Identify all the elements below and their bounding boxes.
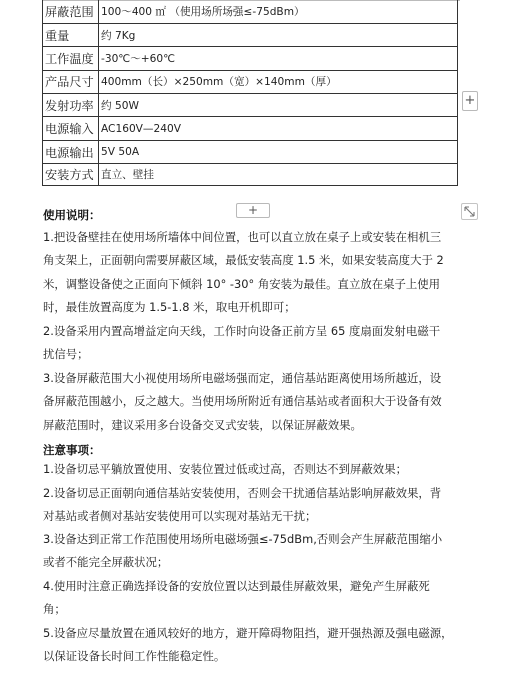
- usage-paragraph-3: [43, 367, 463, 437]
- spec-label: 发射功率: [43, 94, 99, 117]
- paragraph-line: 2.设备切忌正面朝向通信基站安装使用，否则会干扰通信基站影响屏蔽效果，背: [43, 486, 442, 500]
- plus-icon: +: [464, 93, 476, 108]
- paragraph-line: 米，调整设备使之正面向下倾斜 10° -30° 角安装为最佳。直立放在桌子上使用: [43, 276, 441, 291]
- spec-label: 电源输入: [43, 117, 99, 140]
- notes-paragraph-4: [43, 575, 463, 622]
- usage-heading: 使用说明：: [43, 208, 101, 222]
- paragraph-line: 1.设备切忌平躺放置使用、安装位置过低或过高，否则达不到屏蔽效果；: [43, 462, 407, 476]
- usage-paragraph-2: [43, 320, 463, 367]
- spec-value: 400mm（长）×250mm（宽）×140mm（厚）: [99, 70, 458, 93]
- paragraph-line: 1.把设备壁挂在使用场所墙体中间位置，也可以直立放在桌子上或安装在相机三: [43, 230, 442, 244]
- paragraph-line: 扰信号；: [43, 347, 89, 362]
- paragraph-line: 或者不能完全屏蔽状况；: [43, 555, 169, 570]
- spec-value: 5V 50A: [99, 140, 458, 163]
- spec-table: [42, 0, 458, 186]
- spec-label: 屏蔽范围: [43, 0, 99, 23]
- spec-label: 安装方式: [43, 164, 99, 186]
- spec-table-body: [43, 0, 458, 186]
- notes-heading: 注意事项：: [43, 443, 101, 457]
- paragraph-line: 屏蔽范围时，建议采用多台设备交叉式安装，以保证屏蔽效果。: [43, 417, 362, 432]
- add-row-button[interactable]: [462, 91, 478, 111]
- table-row: [43, 23, 458, 46]
- add-column-button[interactable]: [236, 203, 270, 218]
- table-row: [43, 164, 458, 186]
- spec-value: -30℃～+60℃: [99, 47, 458, 70]
- table-row: [43, 0, 458, 23]
- table-row: [43, 47, 458, 70]
- spec-label: 产品尺寸: [43, 70, 99, 93]
- spec-label: 重量: [43, 23, 99, 46]
- paragraph-line: 4.使用时注意正确选择设备的安放位置以达到最佳屏蔽效果，避免产生屏蔽死: [43, 579, 430, 593]
- notes-paragraph-5: [43, 622, 463, 669]
- paragraph-line: 3.设备达到正常工作范围使用场所电磁场强≤-75dBm,否则会产生屏蔽范围缩小: [43, 532, 443, 546]
- spec-value: 100～400 ㎡ （使用场所场强≤-75dBm）: [99, 0, 458, 23]
- paragraph-line: 5.设备应尽量放置在通风较好的地方，避开障碍物阻挡，避开强热源及强电磁源，: [43, 626, 453, 640]
- paragraph-line: 角；: [43, 602, 66, 617]
- notes-paragraph-1: [43, 458, 463, 481]
- spec-value: 直立、壁挂: [99, 164, 458, 186]
- paragraph-line: 对基站或者侧对基站安装使用可以实现对基站无干扰；: [43, 509, 317, 524]
- paragraph-line: 时，最佳放置高度为 1.5-1.8 米，取电开机即可；: [43, 300, 296, 315]
- plus-icon: +: [247, 203, 259, 217]
- paragraph-line: 备屏蔽范围越小，反之越大。当使用场所附近有通信基站或者面积大于设备有效: [43, 394, 442, 409]
- spec-value: AC160V—240V: [99, 117, 458, 140]
- table-row: [43, 94, 458, 117]
- paragraph-line: 以保证设备长时间工作性能稳定性。: [43, 649, 226, 664]
- table-resize-handle[interactable]: [461, 203, 478, 220]
- table-row: [43, 70, 458, 93]
- paragraph-line: 角支架上，正面朝向需要屏蔽区域，最低安装高度 1.5 米，如果安装高度大于 2: [43, 253, 444, 268]
- paragraph-line: 3.设备屏蔽范围大小视使用场所电磁场强而定，通信基站距离使用场所越近，设: [43, 371, 442, 385]
- table-row: [43, 117, 458, 140]
- notes-paragraph-2: [43, 482, 463, 529]
- spec-label: 电源输出: [43, 140, 99, 163]
- notes-paragraph-3: [43, 528, 463, 575]
- spec-value: 约 7Kg: [99, 23, 458, 46]
- resize-diagonal-icon: [462, 204, 477, 219]
- spec-value: 约 50W: [99, 94, 458, 117]
- usage-paragraph-1: [43, 226, 463, 320]
- paragraph-line: 2.设备采用内置高增益定向天线，工作时向设备正前方呈 65 度扇面发射电磁干: [43, 324, 441, 338]
- table-row: [43, 140, 458, 163]
- spec-label: 工作温度: [43, 47, 99, 70]
